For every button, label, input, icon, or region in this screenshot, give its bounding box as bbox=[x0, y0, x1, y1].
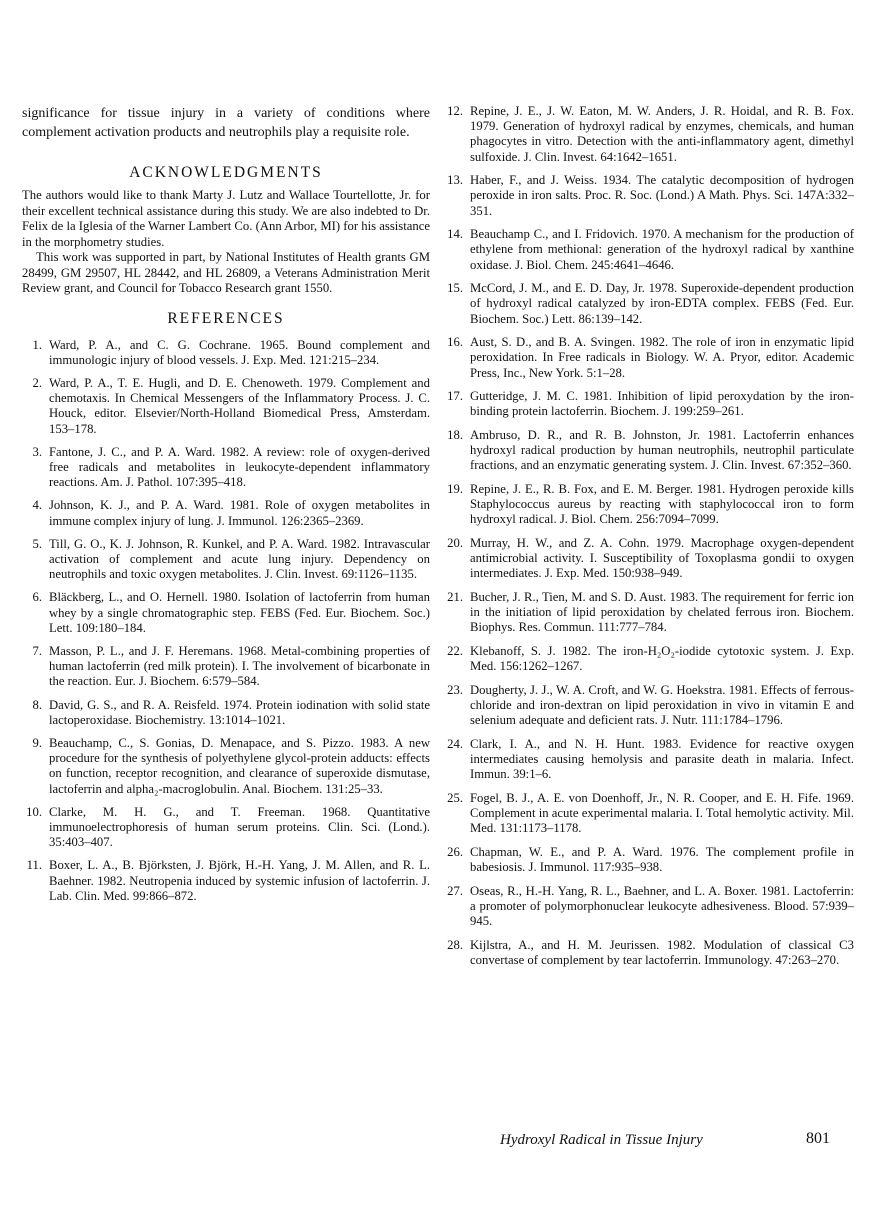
reference-text: Clark, I. A., and N. H. Hunt. 1983. Evidence for reactive oxygen intermediates causing hemolysis and parasite death in malaria. Infect. Immun. 39:1–6. bbox=[470, 736, 854, 782]
reference-text: Repine, J. E., R. B. Fox, and E. M. Berger. 1981. Hydrogen peroxide kills Staphylococcus aureus by reacting with staphylococcal iron to form hydroxyl radical. J. Biol. Chem. 256:7094–7099. bbox=[470, 482, 854, 527]
reference-list-right bbox=[443, 104, 854, 968]
reference-number: 17. bbox=[447, 389, 463, 404]
reference-number: 26. bbox=[447, 844, 463, 859]
reference-text: Masson, P. L., and J. F. Heremans. 1968. Metal-combining properties of human lactoferrin (red milk protein). I. The involvement of bicarbonate in the reaction. Eur. J. Biochem. 6:579–584. bbox=[49, 643, 430, 689]
reference-number: 19. bbox=[447, 482, 463, 496]
reference-text: Till, G. O., K. J. Johnson, R. Kunkel, and P. A. Ward. 1982. Intravascular activation of complement and acute lung injury. Dependency on neutrophils and toxic oxygen metabolites. J. Clin. Invest. 69:1126–1135. bbox=[49, 536, 430, 582]
reference-text: McCord, J. M., and E. D. Day, Jr. 1978. Superoxide-dependent production of hydroxyl radical catalyzed by iron-EDTA complex. FEBS (Fed. Eur. Biochem. Soc.) Lett. 86:139–142. bbox=[470, 281, 854, 326]
reference-item bbox=[443, 227, 854, 273]
reference-text: Ward, P. A., T. E. Hugli, and D. E. Chenoweth. 1979. Complement and chemotaxis. In Chemical Messengers of the Inflammatory Process. J. C. Houck, editor. Elsevier/North-Holland Biomedical Press, Amsterdam. 153–178. bbox=[49, 375, 430, 436]
reference-number: 10. bbox=[26, 804, 42, 819]
reference-text: Boxer, L. A., B. Björksten, J. Björk, H.-H. Yang, J. M. Allen, and R. L. Baehner. 1982. Neutropenia induced by systemic infusion of lactoferrin. J. Lab. Clin. Med. 99:866–872. bbox=[49, 858, 430, 903]
reference-text: Bucher, J. R., Tien, M. and S. D. Aust. 1983. The requirement for ferric ion in the initiation of lipid peroxidation by chelated ferrous iron. Biochem. Biophys. Res. Commun. 111:777–784. bbox=[470, 590, 854, 635]
reference-item bbox=[443, 845, 854, 875]
reference-item bbox=[22, 445, 430, 491]
reference-list-left bbox=[22, 338, 430, 905]
reference-text: Beauchamp C., and I. Fridovich. 1970. A mechanism for the production of ethylene from methional: generation of the hydroxyl radical by xanthine oxidase. J. Biol. Chem. 245:4641–4646. bbox=[470, 227, 854, 272]
reference-number: 18. bbox=[447, 428, 463, 442]
reference-item bbox=[22, 644, 430, 690]
reference-text: Kijlstra, A., and H. M. Jeurissen. 1982. Modulation of classical C3 convertase of complement by tear lactoferrin. Immunology. 47:263–270. bbox=[470, 937, 854, 967]
reference-item bbox=[443, 335, 854, 381]
reference-number: 3. bbox=[32, 444, 42, 459]
reference-number: 8. bbox=[32, 697, 42, 712]
reference-text: Fogel, B. J., A. E. von Doenhoff, Jr., N. R. Cooper, and E. H. Fife. 1969. Complement in acute experimental malaria. I. Total hemolytic activity. Mil. Med. 131:1173–1178. bbox=[470, 790, 854, 836]
reference-item bbox=[443, 791, 854, 837]
reference-number: 4. bbox=[32, 498, 42, 513]
running-title: Hydroxyl Radical in Tissue Injury bbox=[500, 1132, 703, 1148]
reference-number: 22. bbox=[447, 644, 463, 658]
reference-number: 24. bbox=[447, 736, 463, 751]
reference-number: 21. bbox=[447, 590, 463, 604]
reference-item bbox=[22, 698, 430, 728]
reference-text: Klebanoff, S. J. 1982. The iron-H₂O₂-iodide cytotoxic system. J. Exp. Med. 156:1262–1267. bbox=[470, 644, 854, 674]
reference-text: Gutteridge, J. M. C. 1981. Inhibition of lipid peroxydation by the iron-binding protein lactoferrin. Biochem. J. 199:259–261. bbox=[470, 389, 854, 419]
reference-text: Haber, F., and J. Weiss. 1934. The catalytic decomposition of hydrogen peroxide in iron salts. Proc. R. Soc. (Lond.) A Math. Phys. Sci. 147A:332–351. bbox=[470, 173, 854, 218]
reference-text: Ambruso, D. R., and R. B. Johnston, Jr. 1981. Lactoferrin enhances hydroxyl radical production by human neutrophils, neutrophil particulate fractions, and an enzymatic generating system. J. Clin. Invest. 67:352–360. bbox=[470, 428, 854, 473]
reference-item bbox=[443, 590, 854, 636]
reference-item bbox=[22, 805, 430, 851]
reference-item bbox=[22, 736, 430, 797]
right-column bbox=[443, 104, 854, 976]
reference-item bbox=[22, 498, 430, 528]
reference-item bbox=[443, 389, 854, 419]
reference-number: 7. bbox=[32, 643, 42, 658]
reference-item bbox=[22, 338, 430, 368]
reference-number: 16. bbox=[447, 335, 463, 350]
reference-text: Bläckberg, L., and O. Hernell. 1980. Isolation of lactoferrin from human whey by a single chromatographic step. FEBS (Fed. Eur. Biochem. Soc.) Lett. 109:180–184. bbox=[49, 590, 430, 635]
acknowledgments-paragraph: The authors would like to thank Marty J. Lutz and Wallace Tourtellotte, Jr. for their excellent technical assistance during this study. We are also indebted to Dr. Felix de la Iglesia of the Warner Lambert Co. (Ann Arbor, MI) for his assistance in the morphometry studies. bbox=[22, 188, 430, 249]
reference-item bbox=[443, 104, 854, 165]
reference-text: Chapman, W. E., and P. A. Ward. 1976. The complement profile in babesiosis. J. Immunol. 117:935–938. bbox=[470, 844, 854, 874]
reference-item bbox=[443, 281, 854, 327]
reference-item bbox=[443, 938, 854, 968]
intro-paragraph: significance for tissue injury in a variety of conditions where complement activation products and neutrophils play a requisite role. bbox=[22, 106, 430, 140]
reference-number: 12. bbox=[447, 104, 463, 118]
reference-item bbox=[22, 590, 430, 636]
references-heading: REFERENCES bbox=[167, 309, 285, 327]
reference-number: 1. bbox=[32, 337, 42, 352]
reference-number: 13. bbox=[447, 173, 463, 188]
reference-item bbox=[443, 683, 854, 729]
reference-item bbox=[443, 884, 854, 930]
reference-text: Dougherty, J. J., W. A. Croft, and W. G. Hoekstra. 1981. Effects of ferrous-chloride and iron-dextran on lipid peroxidation in vivo in vitamin E and selenium adequate and deficient rats. J. Nutr. 111:1784–1796. bbox=[470, 682, 854, 728]
reference-number: 14. bbox=[447, 227, 463, 242]
reference-item bbox=[443, 173, 854, 219]
reference-number: 2. bbox=[32, 375, 42, 390]
reference-text: Murray, H. W., and Z. A. Cohn. 1979. Macrophage oxygen-dependent antimicrobial activity. I. Susceptibility of Toxoplasma gondii to oxygen intermediates. J. Exp. Med. 150:938–949. bbox=[470, 536, 854, 581]
reference-item bbox=[443, 428, 854, 474]
reference-number: 9. bbox=[32, 735, 42, 750]
reference-number: 28. bbox=[447, 937, 463, 952]
reference-text: Fantone, J. C., and P. A. Ward. 1982. A review: role of oxygen-derived free radicals and metabolites in leukocyte-dependent inflammatory reactions. Am. J. Pathol. 107:395–418. bbox=[49, 444, 430, 490]
reference-text: Ward, P. A., and C. G. Cochrane. 1965. Bound complement and immunologic injury of blood vessels. J. Exp. Med. 121:215–234. bbox=[49, 337, 430, 367]
reference-number: 6. bbox=[32, 590, 42, 605]
reference-text: David, G. S., and R. A. Reisfeld. 1974. Protein iodination with solid state lactoperoxidase. Biochemistry. 13:1014–1021. bbox=[49, 697, 430, 727]
reference-item bbox=[443, 644, 854, 674]
reference-number: 15. bbox=[447, 281, 463, 296]
reference-text: Clarke, M. H. G., and T. Freeman. 1968. Quantitative immunoelectrophoresis of human serum proteins. Clin. Sci. (Lond.). 35:403–407. bbox=[49, 804, 430, 850]
reference-number: 11. bbox=[26, 858, 42, 873]
page-number: 801 bbox=[806, 1130, 830, 1147]
reference-number: 27. bbox=[447, 883, 463, 898]
reference-item bbox=[443, 737, 854, 783]
reference-item bbox=[22, 858, 430, 904]
reference-item bbox=[22, 376, 430, 437]
acknowledgments-heading: ACKNOWLEDGMENTS bbox=[129, 164, 323, 181]
reference-text: Oseas, R., H.-H. Yang, R. L., Baehner, and L. A. Boxer. 1981. Lactoferrin: a promoter of polymorphonuclear leukocyte adhesiveness. Blood. 57:939–945. bbox=[470, 883, 854, 928]
reference-text: Beauchamp, C., S. Gonias, D. Menapace, and S. Pizzo. 1983. A new procedure for the synthesis of polyethylene glycol-protein adducts: effects on function, receptor recognition, and clearance of superoxide dismutase, lactoferrin and alpha₂-macroglobulin. Anal. Biochem. 131:25–33. bbox=[49, 735, 430, 796]
reference-number: 20. bbox=[447, 536, 463, 550]
reference-number: 25. bbox=[447, 790, 463, 805]
reference-number: 23. bbox=[447, 682, 463, 697]
acknowledgments-section bbox=[22, 188, 430, 297]
reference-item bbox=[443, 536, 854, 582]
reference-item bbox=[443, 482, 854, 528]
reference-item bbox=[22, 537, 430, 583]
left-column bbox=[22, 104, 430, 912]
reference-text: Aust, S. D., and B. A. Svingen. 1982. The role of iron in enzymatic lipid peroxidation. In Free radicals in Biology. W. A. Pryor, editor. Academic Press, Inc., New York. 5:1–28. bbox=[470, 335, 854, 380]
reference-text: Johnson, K. J., and P. A. Ward. 1981. Role of oxygen metabolites in immune complex injury of lung. J. Immunol. 126:2365–2369. bbox=[49, 498, 430, 528]
reference-text: Repine, J. E., J. W. Eaton, M. W. Anders, J. R. Hoidal, and R. B. Fox. 1979. Generation of hydroxyl radical by enzymes, chemicals, and human phagocytes in vitro. Detection with the anti-inflammatory agent, dimethyl sulfoxide. J. Clin. Invest. 64:1642–1651. bbox=[470, 104, 854, 164]
funding-paragraph: This work was supported in part, by National Institutes of Health grants GM 28499, GM 29507, HL 28442, and HL 26809, a Veterans Administration Merit Review grant, and Council for Tobacco Research grant 1550. bbox=[22, 250, 430, 295]
reference-number: 5. bbox=[32, 536, 42, 551]
